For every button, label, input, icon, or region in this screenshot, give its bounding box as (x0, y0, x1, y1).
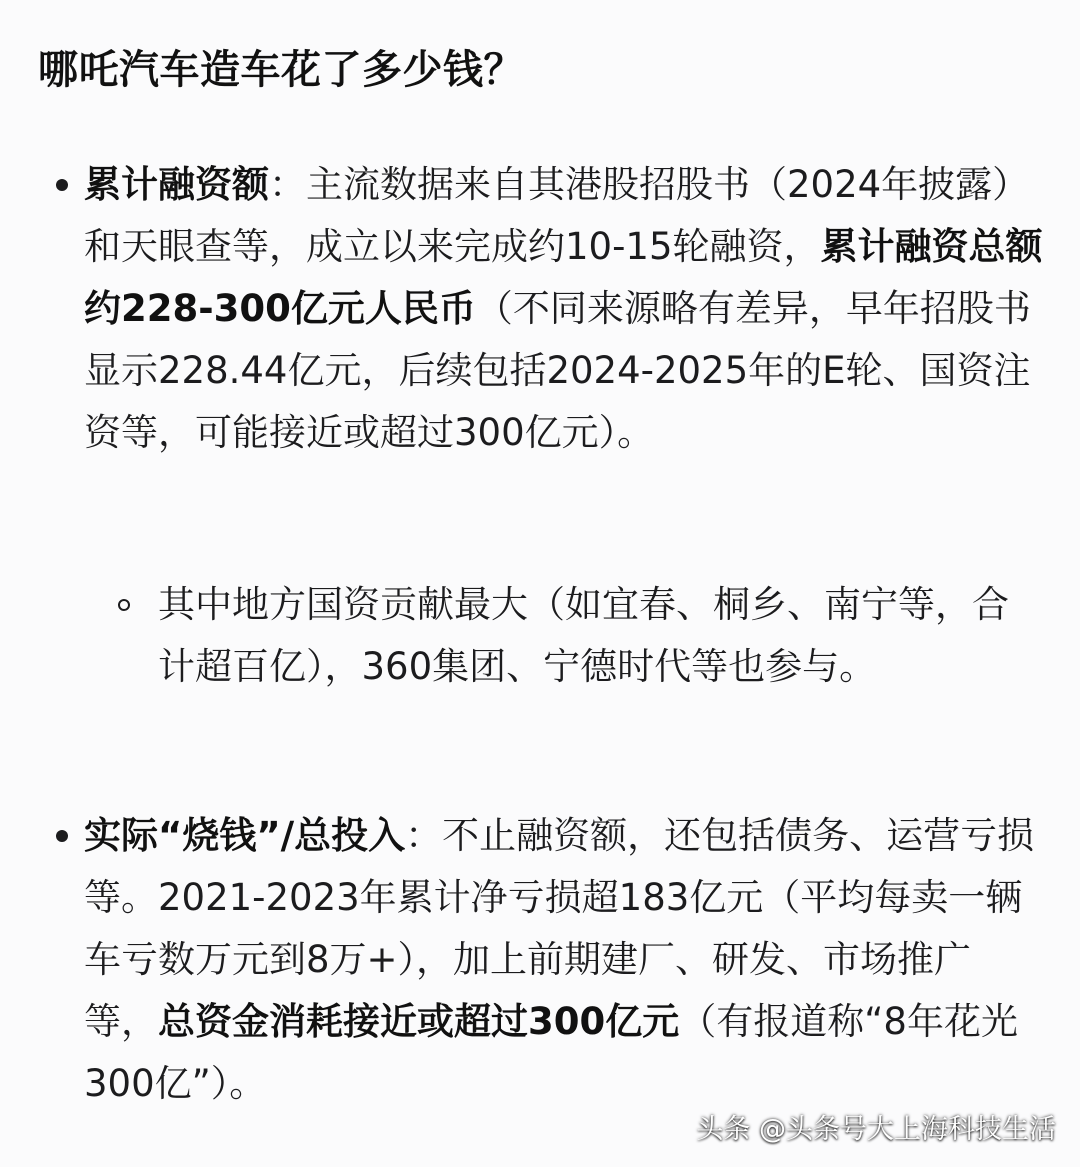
funding-separator: ： (269, 163, 306, 206)
funding-label: 累计融资额 (84, 163, 269, 206)
funding-text-1: 主流数据来自其港股招股书（2024年披露）和天眼查等，成立以来完成约10-15轮融资， (84, 163, 1030, 268)
funding-paragraph (84, 154, 1044, 464)
bullet-dot (56, 830, 68, 842)
spending-paragraph (84, 805, 1044, 1115)
funding-text-2: （不同来源略有差异，早年招股书显示228.44亿元，后续包括2024-2025年的E轮、国资注资等，可能接近或超过300亿元）。 (84, 287, 1031, 454)
spending-highlight: 总资金消耗接近或超过300亿元 (158, 1000, 680, 1043)
bullet-dot (56, 179, 68, 191)
spending-text-2: （有报道称“8年花光300亿”）。 (84, 1000, 1018, 1105)
spending-label: 实际“烧钱”/总投入 (84, 814, 406, 857)
spending-text-1: 不止融资额，还包括债务、运营亏损等。2021-2023年累计净亏损超183亿元（平均每卖一辆车亏数万元到8万+），加上前期建厂、研发、市场推广等， (84, 814, 1035, 1043)
funding-highlight: 累计融资总额约228-300亿元人民币 (84, 225, 1043, 330)
spending-separator: ： (405, 814, 443, 857)
sub-bullet-circle (118, 599, 130, 611)
watermark: 头条 @头条号大上海科技生活 (696, 1114, 1056, 1145)
investor-subitem: 其中地方国资贡献最大（如宜春、桐乡、南宁等，合计超百亿），360集团、宁德时代等也参与。 (158, 583, 1009, 688)
page-title: 哪吒汽车造车花了多少钱？ (38, 47, 524, 93)
